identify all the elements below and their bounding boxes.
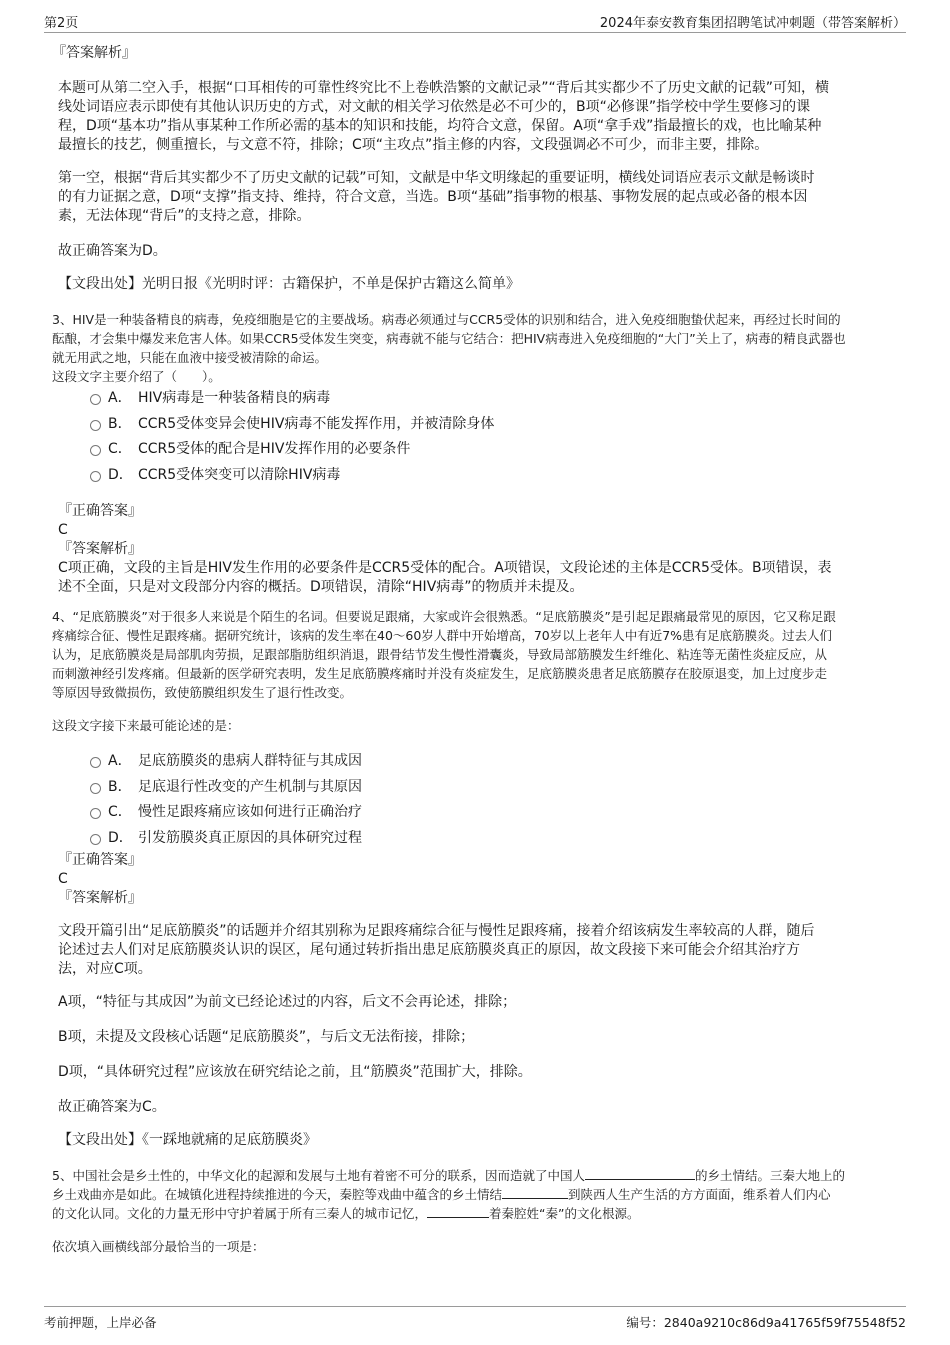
q3-answer: C — [58, 522, 68, 538]
blank-1[interactable] — [585, 1166, 695, 1180]
q3-option-d[interactable]: D． CCR5受体突变可以清除HIV病毒 — [52, 463, 906, 489]
q4-line-d: D项，“具体研究过程”应该放在研究结论之前，且“筋膜炎”范围扩大，排除。 — [58, 1064, 532, 1080]
q4-analysis-label: 『答案解析』 — [58, 890, 142, 906]
page-number: 第2页 — [44, 16, 79, 31]
q5-stem-line2: 乡土戏曲亦是如此。在城镇化进程持续推进的今天，秦腔等戏曲中蕴含的乡土情结 到陕西人生产生活的方方面面，维系着人们内心 — [52, 1187, 831, 1202]
q3-correct-label: 『正确答案』 — [58, 503, 142, 519]
q3-analysis: C项正确，文段的主旨是HIV发生作用的必要条件是CCR5受体的配合。A项错误，文段论述的主体是CCR5受体。B项错误，表 述不全面，只是对文段部分内容的概括。D项错误，清除“HIV病毒”的物质并未提及。 — [58, 560, 832, 595]
page-footer — [44, 1306, 906, 1329]
document-id: 编号：2840a9210c86d9a41765f59f75548f52 — [626, 1315, 906, 1330]
q4-option-b[interactable]: B． 足底退行性改变的产生机制与其原因 — [52, 775, 906, 801]
q3-option-c[interactable]: C． CCR5受体的配合是HIV发挥作用的必要条件 — [52, 437, 906, 463]
page-header — [44, 10, 906, 33]
radio-icon[interactable] — [90, 834, 101, 845]
radio-icon[interactable] — [90, 808, 101, 819]
q4-option-a[interactable]: A． 足底筋膜炎的患病人群特征与其成因 — [52, 749, 906, 775]
q4-question: 这段文字接下来最可能论述的是： — [52, 718, 240, 733]
radio-icon[interactable] — [90, 783, 101, 794]
q3-option-b[interactable]: B． CCR5受体变异会使HIV病毒不能发挥作用，并被清除身体 — [52, 412, 906, 438]
q3-question: 这段文字主要介绍了（ ）。 — [52, 369, 221, 384]
q4-line-a: A项，“特征与其成因”为前文已经论述过的内容，后文不会再论述，排除； — [58, 994, 517, 1010]
q5-stem-line1: 5、中国社会是乡土性的，中华文化的起源和发展与土地有着密不可分的联系，因而造就了中国人 的乡土情结。三秦大地上的 — [52, 1168, 845, 1183]
question-4 — [52, 607, 906, 851]
q4-source: 【文段出处】《一踩地就痛的足底筋膜炎》 — [58, 1132, 317, 1148]
q4-line-b: B项，未提及文段核心话题“足底筋膜炎”，与后文无法衔接，排除； — [58, 1029, 475, 1045]
q4-option-d[interactable]: D． 引发筋膜炎真正原因的具体研究过程 — [52, 826, 906, 852]
blank-3[interactable] — [427, 1204, 489, 1218]
q4-options — [52, 749, 906, 851]
blank-2[interactable] — [502, 1185, 568, 1199]
q2-analysis-label: 『答案解析』 — [52, 45, 136, 61]
q4-conclusion: 故正确答案为C。 — [58, 1099, 166, 1115]
radio-icon[interactable] — [90, 471, 101, 482]
radio-icon[interactable] — [90, 757, 101, 768]
radio-icon[interactable] — [90, 394, 101, 405]
footer-slogan: 考前押题，上岸必备 — [44, 1315, 157, 1330]
radio-icon[interactable] — [90, 420, 101, 431]
q2-analysis-para2: 第一空，根据“背后其实都少不了历史文献的记载”可知，文献是中华文明缘起的重要证明，横线处词语应表示文献是畅谈时 的有力证据之意，D项“支撑”指支持、维持，符合文意，当选。B项“基础”指事物的根基、事物发展的起点或必备的根本因 素，无法体现“背后”的支持之意，排除。 — [58, 170, 815, 224]
q3-stem: 3、HIV是一种装备精良的病毒，免疫细胞是它的主要战场。病毒必须通过与CCR5受体的识别和结合，进入免疫细胞蛰伏起来，再经过长时间的 酝酿，才会集中爆发来危害人体。如果CCR5受体发生突变，病毒就不能与它结合：把HIV病毒进入免疫细胞的“大门”关上了，病毒的精良武器也 就无用武之地，只能在血液中接受被清除的命运。 — [52, 312, 846, 365]
radio-icon[interactable] — [90, 445, 101, 456]
q3-options — [52, 386, 906, 488]
page-content — [52, 44, 906, 1256]
question-5 — [52, 1166, 906, 1256]
q2-source: 【文段出处】光明日报《光明时评：古籍保护，不单是保护古籍这么简单》 — [58, 276, 520, 292]
q4-answer: C — [58, 871, 68, 887]
q4-stem: 4、“足底筋膜炎”对于很多人来说是个陌生的名词。但要说足跟痛，大家或许会很熟悉。“足底筋膜炎”是引起足跟痛最常见的原因，它又称足跟 疼痛综合征、慢性足跟疼痛。据研究统计，该病的发生率在40～60岁人群中开始增高，70岁以上老年人中有近7%患有足底筋膜炎。过去人们 认为，足底筋膜炎是局部肌肉劳损，足跟部脂肪组织消退，跟骨结节发生慢性滑囊炎，导致局部筋膜发生纤维化、粘连等无菌性炎症反应，从 而刺激神经引发疼痛。但最新的医学研究表明，发生足底筋膜疼痛时并没有炎症发生，足底筋膜炎患者足底筋膜存在胶原退变，加上过度步走 等原因导致微损伤，致使筋膜组织发生了退行性改变。 — [52, 609, 836, 700]
q5-question: 依次填入画横线部分最恰当的一项是： — [52, 1239, 265, 1254]
q2-analysis-para1: 本题可从第二空入手，根据“口耳相传的可靠性终究比不上卷帙浩繁的文献记录”“背后其实都少不了历史文献的记载”可知，横 线处词语应表示即使有其他认识历史的方式，对文献的相关学习依然是必不可少的，B项“必修课”指学校中学生要修习的课 程，D项“基本功”指从事某种工作所必需的基本的知识和技能，均符合文意，保留。A项“拿手戏”指最擅长的戏，也比喻某种 最擅长的技艺，侧重擅长，与文意不符，排除；C项“主攻点”指主修的内容，文段强调必不可少，而非主要，排除。 — [58, 80, 830, 153]
q4-option-c[interactable]: C． 慢性足跟疼痛应该如何进行正确治疗 — [52, 800, 906, 826]
q5-stem-line3: 的文化认同。文化的力量无形中守护着属于所有三秦人的城市记忆， 着秦腔姓“秦”的文化根源。 — [52, 1206, 640, 1221]
q2-conclusion: 故正确答案为D。 — [58, 243, 167, 259]
document-title: 2024年泰安教育集团招聘笔试冲刺题（带答案解析） — [599, 16, 906, 31]
q3-analysis-label: 『答案解析』 — [58, 541, 142, 557]
q3-option-a[interactable]: A． HIV病毒是一种装备精良的病毒 — [52, 386, 906, 412]
q4-analysis: 文段开篇引出“足底筋膜炎”的话题并介绍其别称为足跟疼痛综合征与慢性足跟疼痛，接着介绍该病发生率较高的人群，随后 论述过去人们对足底筋膜炎认识的误区，尾句通过转折指出患足底筋膜炎真正的原因，故文段接下来可能会介绍其治疗方 法，对应C项。 — [58, 923, 815, 977]
q4-correct-label: 『正确答案』 — [58, 852, 142, 868]
question-3 — [52, 310, 906, 488]
